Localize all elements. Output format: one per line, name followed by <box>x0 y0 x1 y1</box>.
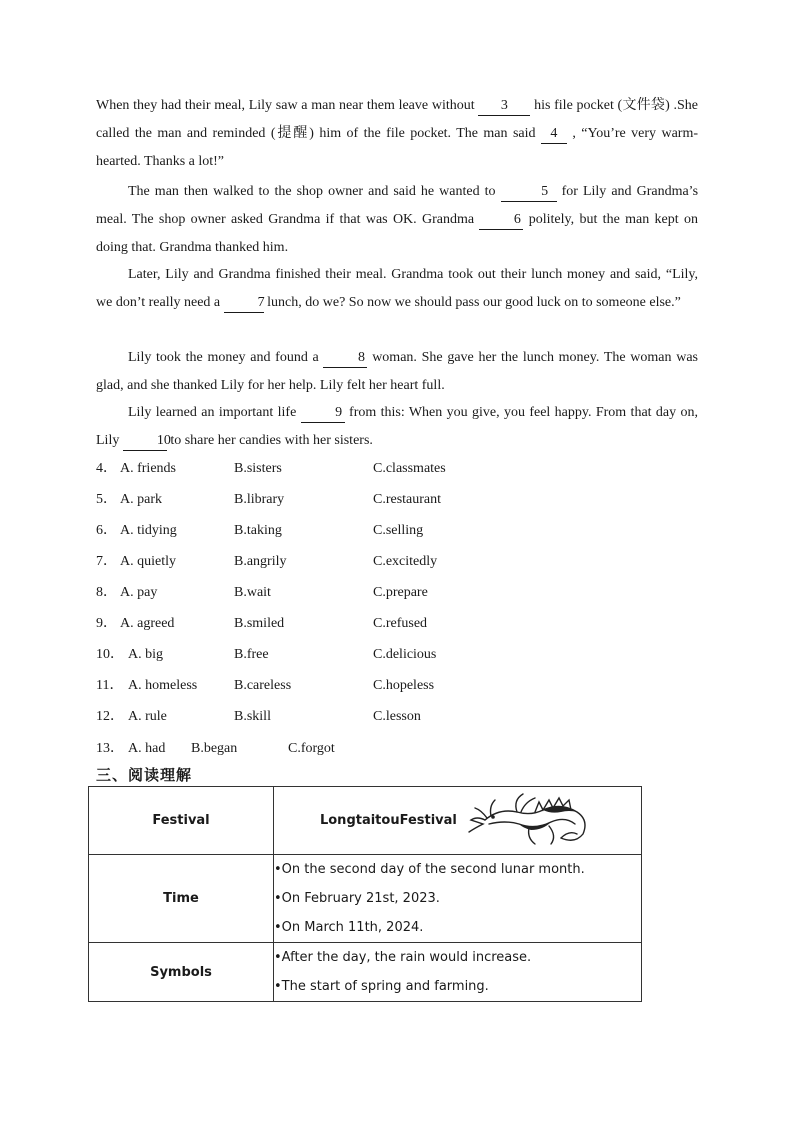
option-c[interactable]: C.hopeless <box>373 678 435 693</box>
blank-5[interactable]: 5 <box>501 183 557 202</box>
question-number: 6． <box>96 523 117 538</box>
option-a[interactable]: A. homeless <box>128 678 198 693</box>
paragraph-text: to share her candies with her sisters. <box>166 433 373 448</box>
option-a[interactable]: A. agreed <box>120 616 175 631</box>
symbols-item: •The start of spring and farming. <box>274 979 489 994</box>
time-item: •On the second day of the second lunar month. <box>274 862 585 877</box>
festival-name: LongtaitouFestival <box>319 813 457 828</box>
blank-10[interactable]: 10 <box>123 432 167 451</box>
option-a[interactable]: A. had <box>128 741 166 756</box>
option-b[interactable]: B.free <box>234 647 269 662</box>
option-c[interactable]: C.classmates <box>373 461 446 476</box>
paragraph-text: , “You’re very warm-hearted. Thanks a lot!” <box>96 126 698 169</box>
blank-7[interactable]: 7 <box>224 294 264 313</box>
paragraph-text: Later, Lily and Grandma finished their meal. Grandma took out their lunch money and said, “Lily, we don’t really need a <box>96 267 698 310</box>
paragraph-text: Lily took the money and found a <box>128 350 324 365</box>
paragraph-text: woman. She gave her the lunch money. The woman was glad, and she thanked Lily for her help. Lily felt her heart full. <box>96 350 698 393</box>
option-b[interactable]: B.wait <box>234 585 271 600</box>
time-cell <box>274 855 642 943</box>
question-number: 10． <box>96 647 124 662</box>
option-a[interactable]: A. friends <box>120 461 176 476</box>
option-c[interactable]: C.selling <box>373 523 424 538</box>
paragraph-text: for Lily and Grandma’s meal. The shop owner asked Grandma if that was OK. Grandma <box>96 184 699 227</box>
passage-paragraph-1 <box>96 92 698 176</box>
paragraph-text: When they had their meal, Lily saw a man near them leave without <box>96 98 479 113</box>
question-number: 13． <box>96 741 124 756</box>
question-number: 7． <box>96 554 117 569</box>
option-c[interactable]: C.lesson <box>373 709 421 724</box>
section-title-reading: 三、阅读理解 <box>96 766 193 784</box>
paragraph-text: politely, but the man kept on doing that. Grandma thanked him. <box>96 212 698 255</box>
question-number: 4． <box>96 461 117 476</box>
time-label: Time <box>89 855 274 943</box>
question-number: 12． <box>96 709 124 724</box>
paragraph-text: The man then walked to the shop owner and said he wanted to <box>128 184 501 199</box>
option-b[interactable]: B.library <box>234 492 285 507</box>
symbols-label: Symbols <box>89 943 274 1002</box>
option-a[interactable]: A. rule <box>128 709 167 724</box>
option-a[interactable]: A. park <box>120 492 162 507</box>
blank-9[interactable]: 9 <box>301 404 345 423</box>
option-c[interactable]: C.restaurant <box>373 492 442 507</box>
question-number: 5． <box>96 492 117 507</box>
paragraph-text: his file pocket (文件袋) .She called the man and reminded (提醒) him of the file pocket. The man said <box>96 98 698 141</box>
option-a[interactable]: A. big <box>128 647 163 662</box>
question-number: 11． <box>96 678 124 693</box>
time-item: •On February 21st, 2023. <box>274 891 440 906</box>
symbols-item: •After the day, the rain would increase. <box>274 950 532 965</box>
passage-paragraph-2 <box>96 178 698 262</box>
option-b[interactable]: B.skill <box>234 709 271 724</box>
option-c[interactable]: C.forgot <box>288 741 335 756</box>
table-row-time <box>89 855 642 943</box>
dragon-icon <box>465 790 595 852</box>
symbols-cell <box>274 943 642 1002</box>
festival-label: Festival <box>89 787 274 855</box>
option-b[interactable]: B.began <box>191 741 238 756</box>
option-c[interactable]: C.refused <box>373 616 428 631</box>
question-number: 9． <box>96 616 117 631</box>
option-b[interactable]: B.angrily <box>234 554 287 569</box>
blank-3[interactable]: 3 <box>478 97 530 116</box>
option-b[interactable]: B.sisters <box>234 461 282 476</box>
table-row-symbols <box>89 943 642 1002</box>
option-a[interactable]: A. pay <box>120 585 158 600</box>
table-row-festival <box>89 787 642 855</box>
option-b[interactable]: B.careless <box>234 678 292 693</box>
paragraph-text: Lily learned an important life <box>128 405 301 420</box>
festival-cell <box>274 787 642 855</box>
option-a[interactable]: A. quietly <box>120 554 176 569</box>
paragraph-text: from this: When you give, you feel happy. From that day on, Lily <box>96 405 699 448</box>
festival-table <box>88 786 642 1002</box>
passage-paragraph-5 <box>96 399 698 455</box>
option-b[interactable]: B.taking <box>234 523 282 538</box>
option-c[interactable]: C.excitedly <box>373 554 438 569</box>
blank-6[interactable]: 6 <box>479 211 523 230</box>
passage-paragraph-4 <box>96 344 698 400</box>
blank-4[interactable]: 4 <box>541 125 567 144</box>
option-a[interactable]: A. tidying <box>120 523 177 538</box>
question-number: 8． <box>96 585 117 600</box>
blank-8[interactable]: 8 <box>323 349 367 368</box>
paragraph-text: lunch, do we? So now we should pass our good luck on to someone else.” <box>263 295 681 310</box>
time-item: •On March 11th, 2024. <box>274 920 424 935</box>
option-b[interactable]: B.smiled <box>234 616 285 631</box>
option-c[interactable]: C.delicious <box>373 647 437 662</box>
option-c[interactable]: C.prepare <box>373 585 428 600</box>
passage-paragraph-3 <box>96 261 698 317</box>
